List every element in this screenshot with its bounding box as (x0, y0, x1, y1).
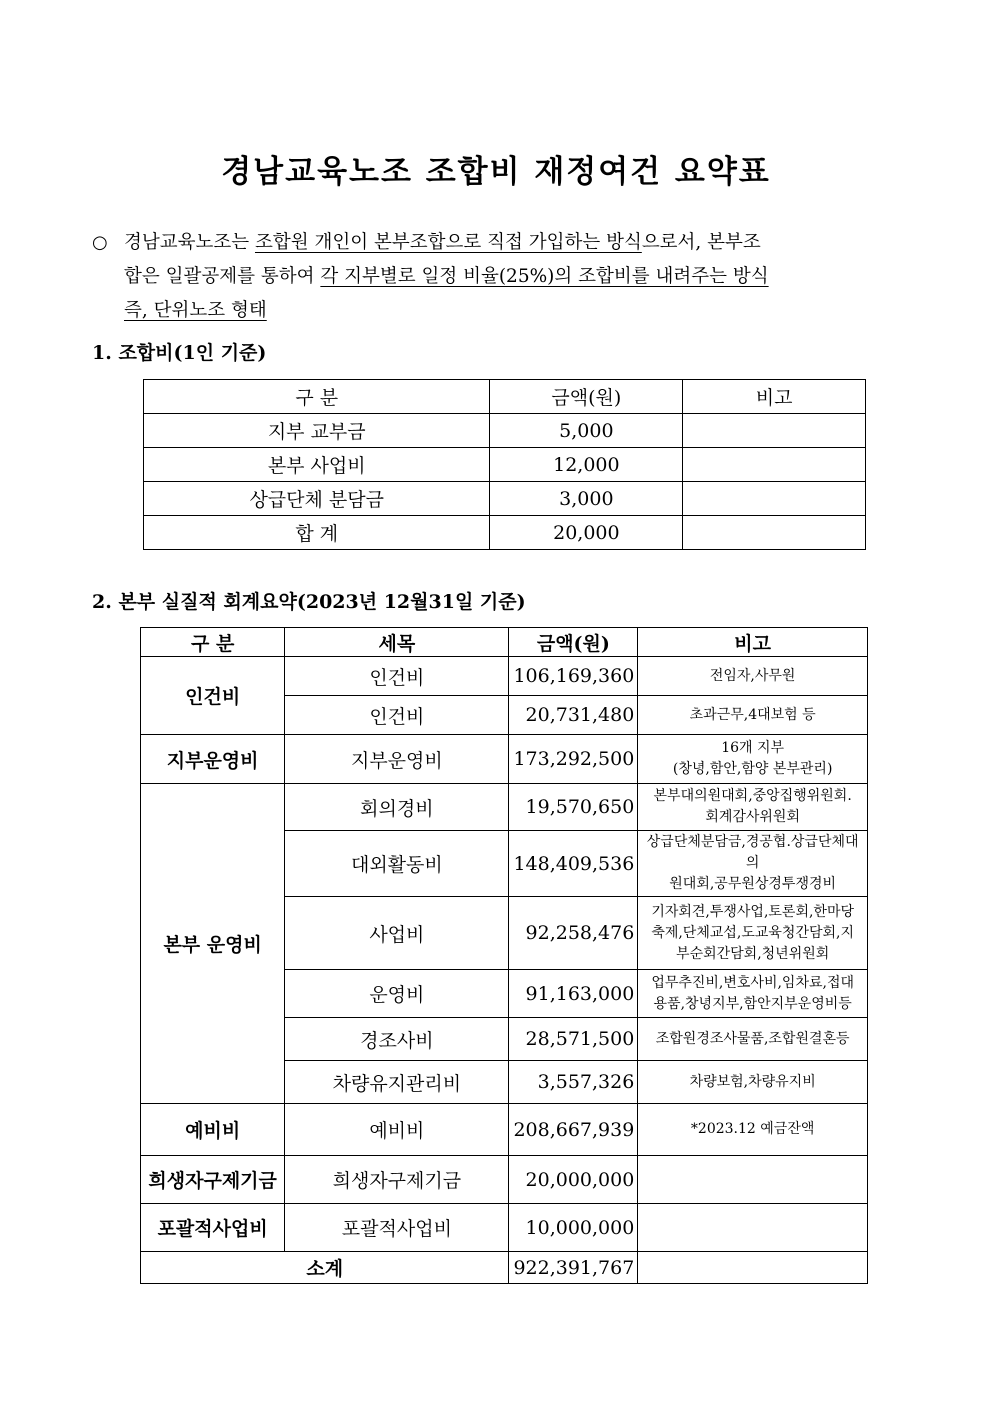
table-row (141, 735, 868, 784)
amount-cell: 28,571,500 (509, 1018, 638, 1061)
header-cell: 비고 (683, 380, 866, 414)
row-note (683, 414, 866, 448)
table-row (144, 482, 866, 516)
note-cell: 본부대의원대회,중앙집행위원회. 회계감사위원회 (638, 784, 868, 831)
table-total-row (141, 1252, 868, 1284)
total-label: 소계 (141, 1252, 509, 1284)
intro-text: 경남교육노조는 (124, 232, 255, 253)
table-row (141, 1156, 868, 1204)
item-cell: 사업비 (285, 897, 509, 970)
header-cell: 구 분 (144, 380, 490, 414)
category-cell: 포괄적사업비 (141, 1204, 285, 1252)
row-amount: 3,000 (490, 482, 683, 516)
note-cell: 전임자,사무원 (638, 657, 868, 696)
row-note (683, 516, 866, 550)
header-cell: 금액(원) (490, 380, 683, 414)
intro-underlined: 즉, 단위노조 형태 (124, 300, 267, 321)
amount-cell: 106,169,360 (509, 657, 638, 696)
note-cell: 상급단체분담금,경공협.상급단체대의 원대회,공무원상경투쟁경비 (638, 831, 868, 897)
item-cell: 예비비 (285, 1104, 509, 1156)
item-cell: 경조사비 (285, 1018, 509, 1061)
item-cell: 희생자구제기금 (285, 1156, 509, 1204)
row-label: 합 계 (144, 516, 490, 550)
category-cell: 지부운영비 (141, 735, 285, 784)
table-row (144, 414, 866, 448)
intro-line-2 (124, 260, 769, 294)
header-cell: 구 분 (141, 628, 285, 657)
amount-cell: 3,557,326 (509, 1061, 638, 1104)
row-label: 상급단체 분담금 (144, 482, 490, 516)
header-cell: 세목 (285, 628, 509, 657)
page-title: 경남교육노조 조합비 재정여건 요약표 (221, 154, 771, 190)
table-row (141, 657, 868, 696)
item-cell: 운영비 (285, 970, 509, 1018)
table-header-row (144, 380, 866, 414)
note-cell: 차량보험,차량유지비 (638, 1061, 868, 1104)
table-total-row (144, 516, 866, 550)
table-row (144, 448, 866, 482)
section2-heading: 2. 본부 실질적 회계요약(2023년 12월31일 기준) (92, 591, 526, 613)
row-amount: 20,000 (490, 516, 683, 550)
intro-underlined: 조합원 개인이 본부조합으로 직접 가입하는 방식 (254, 232, 642, 253)
row-label: 지부 교부금 (144, 414, 490, 448)
category-cell: 본부 운영비 (141, 784, 285, 1104)
intro-line-1 (124, 226, 761, 260)
category-cell: 인건비 (141, 657, 285, 735)
row-note (683, 448, 866, 482)
category-cell: 희생자구제기금 (141, 1156, 285, 1204)
membership-fee-table (143, 379, 866, 550)
row-label: 본부 사업비 (144, 448, 490, 482)
amount-cell: 173,292,500 (509, 735, 638, 784)
total-amount: 922,391,767 (509, 1252, 638, 1284)
table-row (141, 1204, 868, 1252)
item-cell: 지부운영비 (285, 735, 509, 784)
amount-cell: 20,731,480 (509, 696, 638, 735)
item-cell: 대외활동비 (285, 831, 509, 897)
table-row (141, 784, 868, 831)
item-cell: 인건비 (285, 657, 509, 696)
amount-cell: 208,667,939 (509, 1104, 638, 1156)
amount-cell: 20,000,000 (509, 1156, 638, 1204)
header-cell: 비고 (638, 628, 868, 657)
intro-line-3 (124, 294, 267, 328)
table-row (141, 1104, 868, 1156)
note-cell: 조합원경조사물품,조합원결혼등 (638, 1018, 868, 1061)
note-cell: 기자회견,투쟁사업,토론회,한마당 축제,단체교섭,도교육청간담회,지 부순회간담회,청년위원회 (638, 897, 868, 970)
amount-cell: 92,258,476 (509, 897, 638, 970)
category-cell: 예비비 (141, 1104, 285, 1156)
item-cell: 인건비 (285, 696, 509, 735)
intro-text: 합은 일괄공제를 통하여 (124, 266, 321, 287)
item-cell: 회의경비 (285, 784, 509, 831)
note-cell: 초과근무,4대보험 등 (638, 696, 868, 735)
row-amount: 12,000 (490, 448, 683, 482)
bullet-circle-icon: ○ (92, 232, 108, 253)
note-cell: 업무추진비,변호사비,임차료,접대 용품,창녕지부,함안지부운영비등 (638, 970, 868, 1018)
accounting-summary-table (140, 627, 868, 1284)
total-note (638, 1252, 868, 1284)
item-cell: 포괄적사업비 (285, 1204, 509, 1252)
row-amount: 5,000 (490, 414, 683, 448)
note-cell: 16개 지부 (창녕,함안,함양 본부관리) (638, 735, 868, 784)
table-header-row (141, 628, 868, 657)
intro-underlined: 각 지부별로 일정 비율(25%)의 조합비를 내려주는 방식 (320, 266, 769, 287)
note-cell: *2023.12 예금잔액 (638, 1104, 868, 1156)
amount-cell: 10,000,000 (509, 1204, 638, 1252)
intro-text: 으로서, 본부조 (641, 232, 761, 253)
amount-cell: 148,409,536 (509, 831, 638, 897)
header-cell: 금액(원) (509, 628, 638, 657)
row-note (683, 482, 866, 516)
amount-cell: 91,163,000 (509, 970, 638, 1018)
note-cell (638, 1156, 868, 1204)
note-cell (638, 1204, 868, 1252)
section1-heading: 1. 조합비(1인 기준) (92, 342, 267, 364)
item-cell: 차량유지관리비 (285, 1061, 509, 1104)
amount-cell: 19,570,650 (509, 784, 638, 831)
